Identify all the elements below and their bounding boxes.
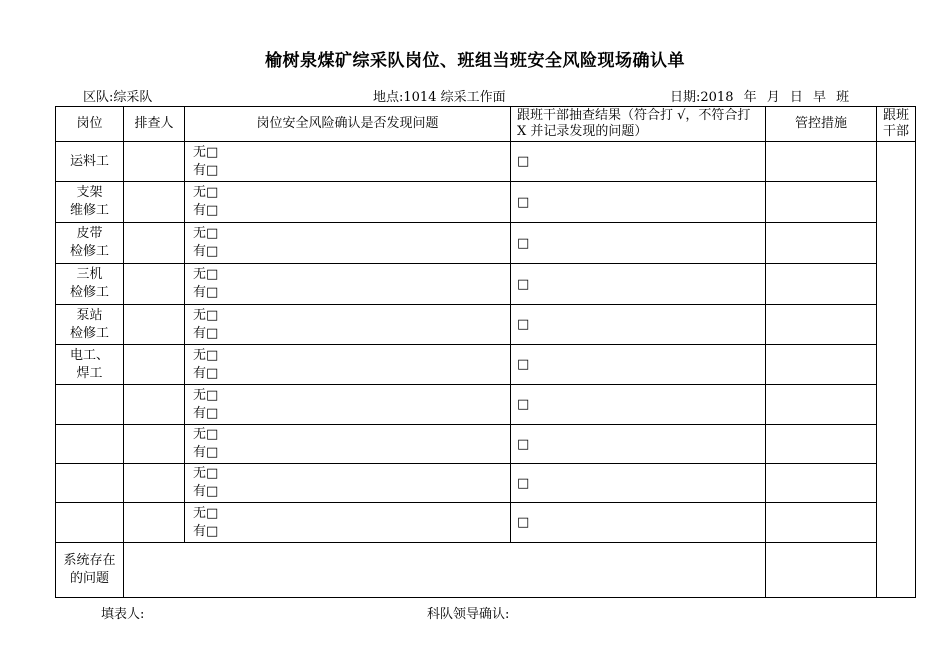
- inspector-cell[interactable]: [124, 503, 185, 543]
- filler-label: 填表人:: [101, 607, 145, 622]
- inspector-cell[interactable]: [124, 464, 185, 503]
- table-row: [56, 503, 916, 543]
- measures-cell[interactable]: [766, 385, 877, 425]
- page-title: 榆树泉煤矿综采队岗位、班组当班安全风险现场确认单: [265, 51, 685, 71]
- measures-cell[interactable]: [766, 142, 877, 182]
- system-issues-line2: 的问题: [69, 571, 109, 586]
- header-confirm: 岗位安全风险确认是否发现问题: [185, 107, 511, 142]
- post-cell: [56, 425, 124, 464]
- measures-cell[interactable]: [766, 305, 877, 345]
- spotcheck-checkbox[interactable]: □: [517, 276, 530, 292]
- post-cell: [56, 503, 124, 543]
- spotcheck-cell: [511, 264, 766, 305]
- option-none[interactable]: 无□: [193, 427, 219, 442]
- post-cell: [56, 385, 124, 425]
- option-yes[interactable]: 有□: [193, 523, 219, 539]
- inspector-cell[interactable]: [124, 264, 185, 305]
- option-none[interactable]: 无□: [193, 267, 219, 282]
- spotcheck-cell: [511, 464, 766, 503]
- header-cadre-line2: 干部: [882, 124, 909, 139]
- measures-cell[interactable]: [766, 264, 877, 305]
- measures-cell[interactable]: [766, 182, 877, 223]
- option-yes[interactable]: 有□: [193, 405, 219, 421]
- inspector-cell[interactable]: [124, 182, 185, 223]
- measures-cell[interactable]: [766, 464, 877, 503]
- spotcheck-cell: [511, 142, 766, 182]
- table-row: [56, 264, 916, 305]
- measures-cell[interactable]: [766, 503, 877, 543]
- option-yes[interactable]: 有□: [193, 445, 219, 460]
- measures-cell[interactable]: [766, 345, 877, 385]
- confirm-cell: [185, 425, 511, 464]
- confirm-cell: [185, 464, 511, 503]
- spotcheck-cell: [511, 223, 766, 264]
- post-name-line1: 泵站: [76, 307, 103, 323]
- cadre-cell[interactable]: [877, 142, 916, 598]
- option-yes[interactable]: 有□: [193, 484, 219, 499]
- table-row: [56, 385, 916, 425]
- post-cell: [56, 464, 124, 503]
- system-issues-measures[interactable]: [766, 543, 877, 598]
- spotcheck-checkbox[interactable]: □: [517, 317, 530, 332]
- confirm-cell: [185, 345, 511, 385]
- spotcheck-checkbox[interactable]: □: [517, 475, 530, 491]
- post-name-line2: 检修工: [69, 285, 109, 300]
- option-yes[interactable]: 有□: [193, 244, 219, 259]
- header-spotcheck-line2: X 并记录发现的问题）: [517, 124, 648, 139]
- post-cell: [56, 142, 124, 182]
- option-yes[interactable]: 有□: [193, 203, 219, 218]
- inspector-cell[interactable]: [124, 223, 185, 264]
- post-name-line1: 电工、: [69, 347, 109, 363]
- inspector-cell[interactable]: [124, 345, 185, 385]
- table-row: [56, 223, 916, 264]
- table-row: [56, 182, 916, 223]
- table-row: [56, 425, 916, 464]
- post-cell: [56, 182, 124, 223]
- post-name-line1: 三机: [76, 267, 103, 282]
- post-cell: [56, 345, 124, 385]
- spotcheck-cell: [511, 305, 766, 345]
- option-none[interactable]: 无□: [193, 185, 219, 200]
- table-row: [56, 345, 916, 385]
- confirm-cell: [185, 142, 511, 182]
- table-row: [56, 464, 916, 503]
- spotcheck-checkbox[interactable]: □: [517, 436, 530, 452]
- post-name-line1: 支架: [76, 185, 103, 200]
- option-yes[interactable]: 有□: [193, 162, 219, 178]
- table-row: [56, 142, 916, 182]
- confirm-cell: [185, 305, 511, 345]
- spotcheck-checkbox[interactable]: □: [517, 397, 530, 412]
- system-issues-line1: 系统存在: [63, 553, 116, 568]
- spotcheck-cell: [511, 425, 766, 464]
- spotcheck-checkbox[interactable]: □: [517, 515, 530, 530]
- inspector-cell[interactable]: [124, 305, 185, 345]
- measures-cell[interactable]: [766, 223, 877, 264]
- inspector-cell[interactable]: [124, 385, 185, 425]
- location-label: 地点:1014 综采工作面: [373, 90, 506, 105]
- option-none[interactable]: 无□: [193, 226, 219, 241]
- confirm-cell: [185, 264, 511, 305]
- confirm-cell: [185, 385, 511, 425]
- measures-cell[interactable]: [766, 425, 877, 464]
- spotcheck-checkbox[interactable]: □: [517, 154, 530, 169]
- post-name-line1: 皮带: [76, 226, 103, 241]
- header-measures: 管控措施: [766, 107, 877, 142]
- spotcheck-cell: [511, 345, 766, 385]
- post-name-line1: 运料工: [69, 153, 109, 169]
- post-name-line2: 维修工: [69, 203, 109, 218]
- post-name-line2: 检修工: [69, 244, 109, 259]
- header-cadre: [877, 107, 916, 142]
- system-issues-label: [56, 543, 124, 598]
- confirm-cell: [185, 503, 511, 543]
- spotcheck-checkbox[interactable]: □: [517, 194, 530, 210]
- option-none[interactable]: 无□: [193, 387, 219, 403]
- post-cell: [56, 223, 124, 264]
- spotcheck-checkbox[interactable]: □: [517, 357, 530, 372]
- option-none[interactable]: 无□: [193, 307, 219, 323]
- option-yes[interactable]: 有□: [193, 285, 219, 300]
- inspector-cell[interactable]: [124, 425, 185, 464]
- header-post: 岗位: [56, 107, 124, 142]
- date-label: 日期:2018 年 月 日 早 班: [670, 90, 850, 105]
- option-yes[interactable]: 有□: [193, 325, 219, 341]
- option-none[interactable]: 无□: [193, 505, 219, 521]
- option-none[interactable]: 无□: [193, 144, 219, 160]
- post-name-line2: 焊工: [76, 365, 103, 381]
- post-cell: [56, 264, 124, 305]
- option-yes[interactable]: 有□: [193, 365, 219, 381]
- spotcheck-cell: [511, 503, 766, 543]
- option-none[interactable]: 无□: [193, 347, 219, 363]
- header-spotcheck-line1: 跟班干部抽查结果（符合打 √，不符合打: [517, 108, 751, 123]
- header-cadre-line1: 跟班: [882, 108, 909, 123]
- confirm-cell: [185, 223, 511, 264]
- confirm-cell: [185, 182, 511, 223]
- system-issues-row: [56, 543, 916, 598]
- post-cell: [56, 305, 124, 345]
- header-inspector: 排查人: [124, 107, 185, 142]
- header-spotcheck: [511, 107, 766, 142]
- spotcheck-cell: [511, 182, 766, 223]
- table-row: [56, 305, 916, 345]
- spotcheck-checkbox[interactable]: □: [517, 235, 530, 251]
- team-label: 区队:综采队: [83, 90, 153, 105]
- system-issues-content[interactable]: [124, 543, 766, 598]
- risk-confirmation-table: [55, 106, 916, 598]
- spotcheck-cell: [511, 385, 766, 425]
- option-none[interactable]: 无□: [193, 466, 219, 481]
- inspector-cell[interactable]: [124, 142, 185, 182]
- leader-confirm-label: 科队领导确认:: [427, 607, 510, 622]
- post-name-line2: 检修工: [69, 325, 109, 341]
